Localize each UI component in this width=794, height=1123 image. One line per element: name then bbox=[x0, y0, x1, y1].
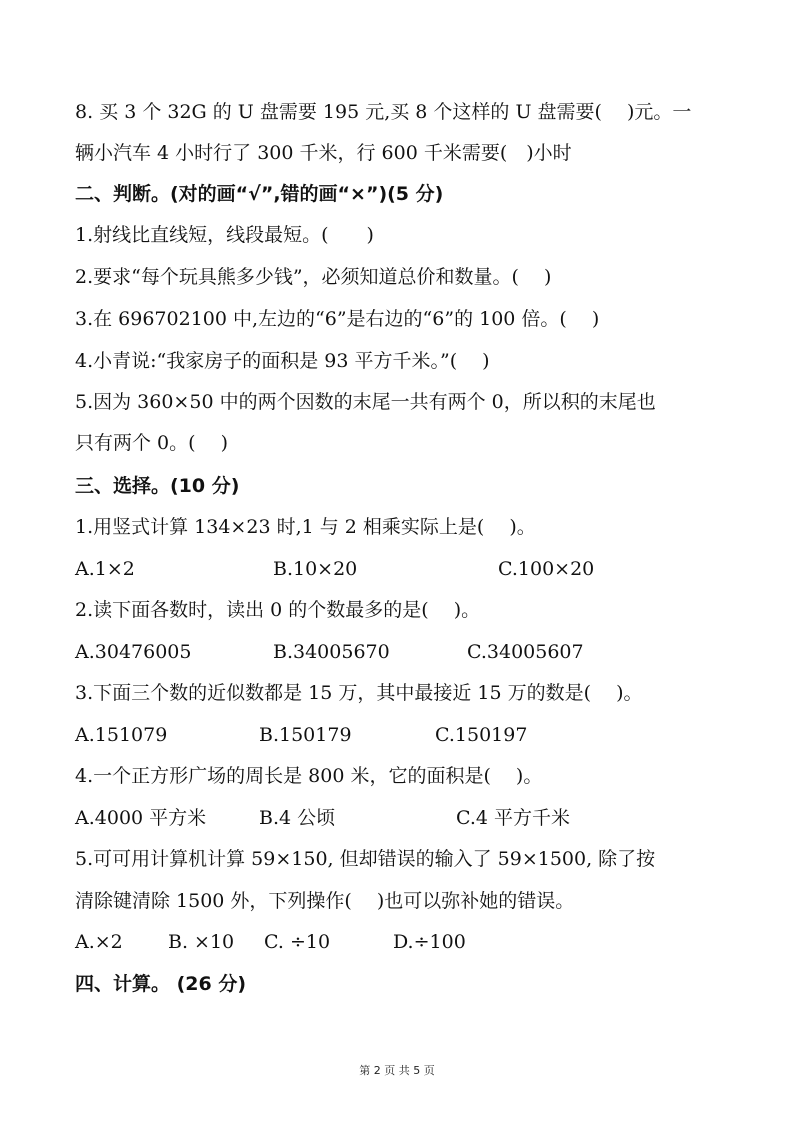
section3-q1-option-b: B.10×20 bbox=[273, 558, 358, 580]
section4-title: 四、计算。 (26 分) bbox=[75, 973, 247, 995]
section3-q1-option-c: C.100×20 bbox=[498, 558, 595, 580]
section3-q4-option-a: A.4000 平方米 bbox=[75, 807, 207, 829]
section3-q3-option-b: B.150179 bbox=[259, 724, 352, 746]
section3-q5-line2: 清除键清除 1500 外，下列操作( )也可以弥补她的错误。 bbox=[75, 890, 575, 912]
section3-q4-option-c: C.4 平方千米 bbox=[456, 807, 571, 829]
section2-item-5-line1: 5.因为 360×50 中的两个因数的末尾一共有两个 0，所以积的末尾也 bbox=[75, 391, 656, 413]
section2-item-1: 1.射线比直线短，线段最短。( ) bbox=[75, 224, 374, 246]
section3-q2-option-a: A.30476005 bbox=[75, 641, 192, 663]
section3-q5-option-c: C. ÷10 bbox=[264, 931, 331, 953]
section3-q2-stem: 2.读下面各数时，读出 0 的个数最多的是( )。 bbox=[75, 599, 481, 621]
page-number-footer: 第 2 页 共 5 页 bbox=[359, 1064, 435, 1077]
section2-title: 二、判断。(对的画“√”,错的画“×”)(5 分) bbox=[75, 183, 444, 205]
section3-q2-option-c: C.34005607 bbox=[467, 641, 584, 663]
section2-item-4: 4.小青说:“我家房子的面积是 93 平方千米。”( ) bbox=[75, 350, 490, 372]
section2-item-5-line2: 只有两个 0。( ) bbox=[75, 432, 228, 454]
section3-q5-option-d: D.÷100 bbox=[393, 931, 466, 953]
section3-q4-option-b: B.4 公顷 bbox=[259, 807, 336, 829]
q8-line1: 8. 买 3 个 32G 的 U 盘需要 195 元,买 8 个这样的 U 盘需要( )元。一 bbox=[75, 101, 692, 123]
section3-q1-stem: 1.用竖式计算 134×23 时,1 与 2 相乘实际上是( )。 bbox=[75, 516, 536, 538]
section3-q5-line1: 5.可可用计算机计算 59×150, 但却错误的输入了 59×1500, 除了按 bbox=[75, 848, 656, 870]
section3-q3-option-a: A.151079 bbox=[75, 724, 168, 746]
section2-item-3: 3.在 696702100 中,左边的“6”是右边的“6”的 100 倍。( ) bbox=[75, 308, 600, 330]
section3-q5-option-b: B. ×10 bbox=[168, 931, 235, 953]
section3-q2-option-b: B.34005670 bbox=[273, 641, 390, 663]
section3-q3-stem: 3.下面三个数的近似数都是 15 万，其中最接近 15 万的数是( )。 bbox=[75, 682, 643, 704]
section3-q3-option-c: C.150197 bbox=[435, 724, 528, 746]
section3-title: 三、选择。(10 分) bbox=[75, 475, 240, 497]
section3-q1-option-a: A.1×2 bbox=[75, 558, 135, 580]
section3-q5-option-a: A.×2 bbox=[75, 931, 123, 953]
section3-q4-stem: 4.一个正方形广场的周长是 800 米，它的面积是( )。 bbox=[75, 765, 543, 787]
q8-line2: 辆小汽车 4 小时行了 300 千米，行 600 千米需要( )小时 bbox=[75, 142, 572, 164]
section2-item-2: 2.要求“每个玩具熊多少钱”，必须知道总价和数量。( ) bbox=[75, 266, 552, 288]
